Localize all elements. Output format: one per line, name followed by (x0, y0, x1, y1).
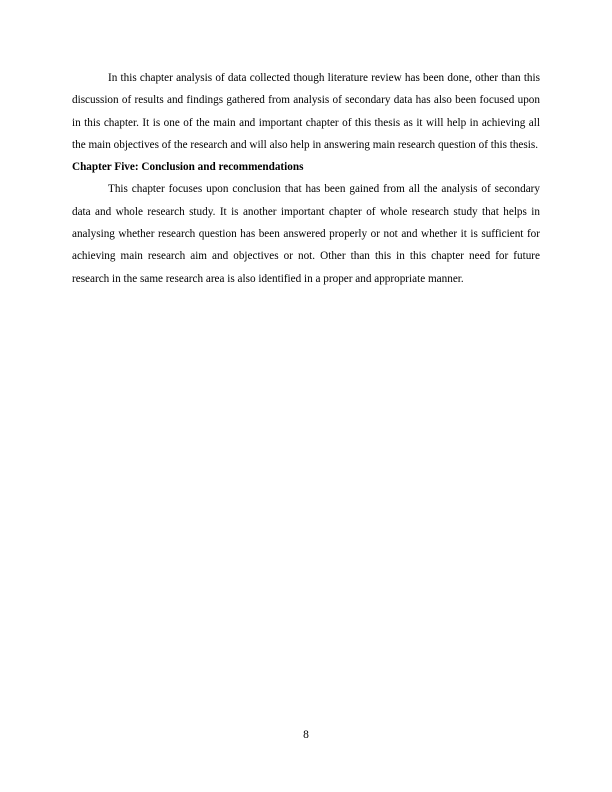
body-paragraph: This chapter focuses upon conclusion that has been gained from all the analysis of secondary data and whole research study. It is another important chapter of whole research study that helps in analysing whether research question has been answered properly or not and whether it is sufficient for achieving main research aim and objectives or not. Other than this in this chapter need for future research in the same research area is also identified in a proper and appropriate manner. (72, 183, 540, 285)
page-content (72, 67, 540, 290)
page-number: 8 (303, 729, 309, 741)
body-paragraph: In this chapter analysis of data collected though literature review has been done, other than this discussion of results and findings gathered from analysis of secondary data has also been focused upon in this chapter. It is one of the main and important chapter of this thesis as it will help in achieving all the main objectives of the research and will also help in answering main research question of this thesis. (72, 72, 540, 151)
chapter-heading: Chapter Five: Conclusion and recommendations (72, 161, 304, 174)
